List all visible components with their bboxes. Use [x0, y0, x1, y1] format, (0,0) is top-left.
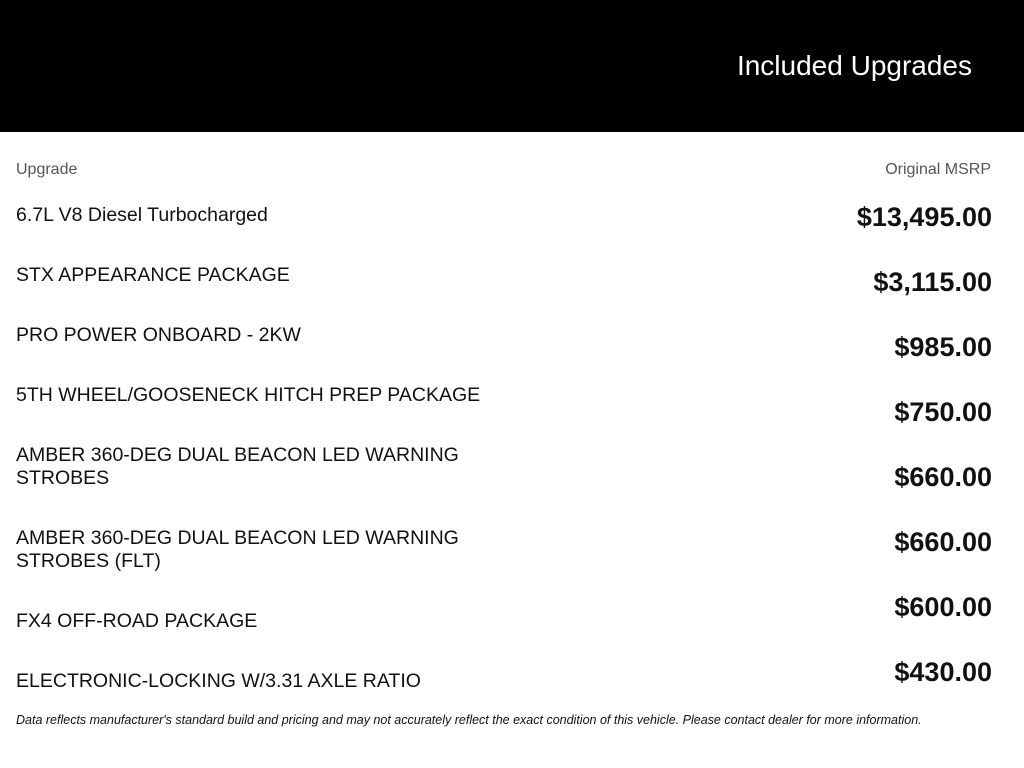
column-header-msrp: Original MSRP: [885, 161, 991, 178]
upgrade-label: STX APPEARANCE PACKAGE: [16, 264, 290, 286]
upgrade-price: $985.00: [894, 332, 992, 362]
page-title: Included Upgrades: [736, 50, 972, 81]
upgrade-price: $660.00: [894, 527, 992, 557]
upgrade-price: $660.00: [894, 462, 992, 492]
column-header-upgrade: Upgrade: [16, 161, 78, 178]
header-banner: [0, 0, 1024, 132]
upgrade-label: 5TH WHEEL/GOOSENECK HITCH PREP PACKAGE: [16, 384, 481, 406]
upgrade-label: AMBER 360-DEG DUAL BEACON LED WARNING STROBES: [16, 444, 459, 489]
upgrade-price: $430.00: [894, 657, 992, 687]
upgrade-label: ELECTRONIC-LOCKING W/3.31 AXLE RATIO: [16, 670, 421, 692]
upgrade-price: $600.00: [894, 592, 992, 622]
upgrade-price: $13,495.00: [856, 202, 992, 232]
disclaimer-text: Data reflects manufacturer's standard build and pricing and may not accurately reflect the exact condition of this vehicle. Please contact dealer for more information.: [16, 713, 922, 727]
upgrade-label: 6.7L V8 Diesel Turbocharged: [16, 204, 268, 226]
upgrade-price: $3,115.00: [873, 267, 992, 297]
upgrade-label: AMBER 360-DEG DUAL BEACON LED WARNING STROBES (FLT): [16, 527, 459, 572]
upgrade-label: PRO POWER ONBOARD - 2KW: [16, 324, 301, 346]
upgrade-label: FX4 OFF-ROAD PACKAGE: [16, 610, 258, 632]
upgrade-price: $750.00: [894, 397, 992, 427]
